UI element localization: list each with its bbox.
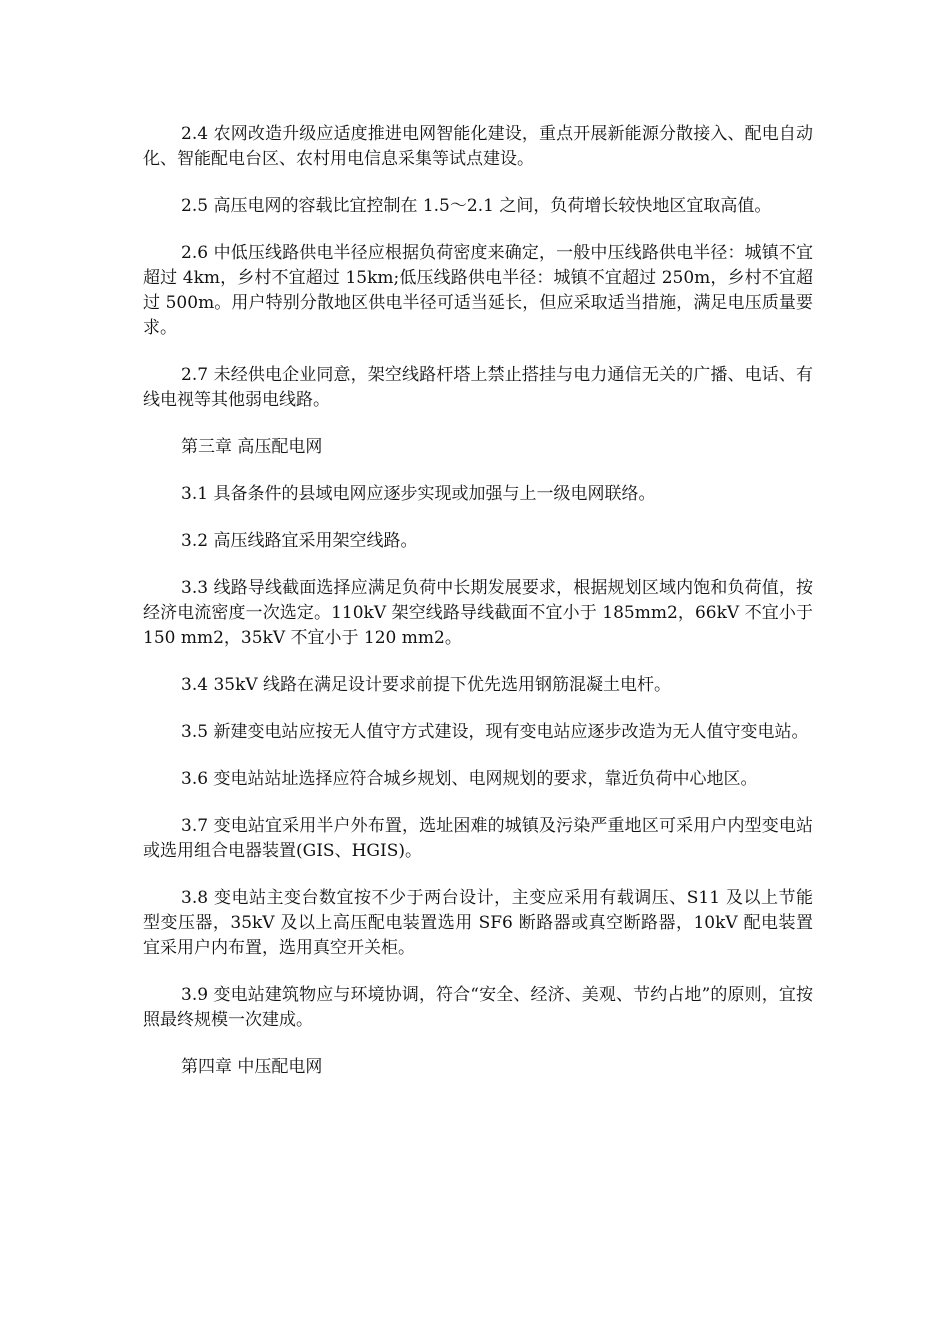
paragraph-3-4: 3.4 35kV 线路在满足设计要求前提下优先选用钢筋混凝土电杆。 — [181, 675, 672, 695]
paragraph-3-6: 3.6 变电站站址选择应符合城乡规划、电网规划的要求，靠近负荷中心地区。 — [181, 769, 758, 789]
chapter-heading-4: 第四章 中压配电网 — [181, 1057, 323, 1077]
paragraph-3-8: 3.8 变电站主变台数宜按不少于两台设计，主变应采用有载调压、S11 及以上节能型变压器，35kV 及以上高压配电装置选用 SF6 断路器或真空断路器，10kV 配电装置宜采用户内布置，选用真空开关柜。 — [143, 888, 813, 958]
paragraph-2-5: 2.5 高压电网的容载比宜控制在 1.5～2.1 之间，负荷增长较快地区宜取高值。 — [181, 196, 772, 216]
paragraph-3-2: 3.2 高压线路宜采用架空线路。 — [181, 531, 418, 551]
paragraph-2-4: 2.4 农网改造升级应适度推进电网智能化建设，重点开展新能源分散接入、配电自动化、智能配电台区、农村用电信息采集等试点建设。 — [143, 124, 813, 169]
paragraph-3-1: 3.1 具备条件的县域电网应逐步实现或加强与上一级电网联络。 — [181, 484, 656, 504]
paragraph-2-6: 2.6 中低压线路供电半径应根据负荷密度来确定，一般中压线路供电半径：城镇不宜超过 4km，乡村不宜超过 15km;低压线路供电半径：城镇不宜超过 250m，乡村不宜超过 500m。用户特别分散地区供电半径可适当延长，但应采取适当措施，满足电压质量要求。 — [143, 243, 813, 338]
chapter-heading-3: 第三章 高压配电网 — [181, 437, 323, 457]
paragraph-3-3: 3.3 线路导线截面选择应满足负荷中长期发展要求，根据规划区域内饱和负荷值，按经济电流密度一次选定。110kV 架空线路导线截面不宜小于 185mm2，66kV 不宜小于 150 mm2，35kV 不宜小于 120 mm2。 — [143, 578, 819, 648]
paragraph-3-5: 3.5 新建变电站应按无人值守方式建设，现有变电站应逐步改造为无人值守变电站。 — [181, 722, 809, 742]
paragraph-3-7: 3.7 变电站宜采用半户外布置，选址困难的城镇及污染严重地区可采用户内型变电站或选用组合电器装置(GIS、HGIS)。 — [143, 816, 813, 861]
document-body — [143, 122, 819, 1102]
paragraph-2-7: 2.7 未经供电企业同意，架空线路杆塔上禁止搭挂与电力通信无关的广播、电话、有线电视等其他弱电线路。 — [143, 365, 813, 410]
paragraph-3-9: 3.9 变电站建筑物应与环境协调，符合“安全、经济、美观、节约占地”的原则，宜按照最终规模一次建成。 — [143, 985, 813, 1030]
